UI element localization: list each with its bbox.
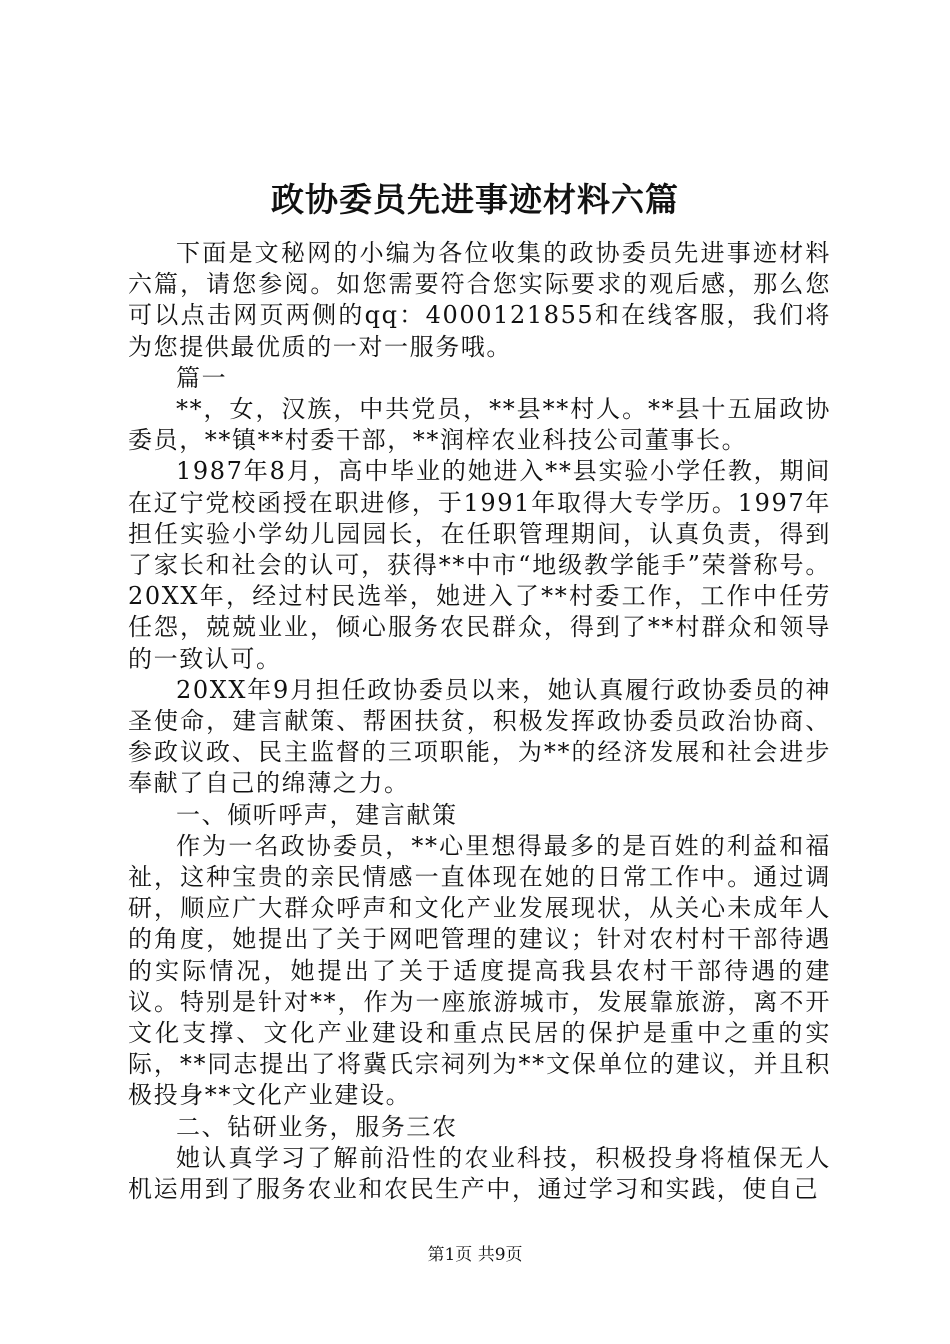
intro-paragraph: 下面是文秘网的小编为各位收集的政协委员先进事迹材料六篇，请您参阅。如您需要符合您实际要求的观后感，那么您可以点击网页两侧的qq：4000121855和在线客服，我们将为您提供最优质的一对一服务哦。	[128, 239, 831, 361]
agriculture-paragraph: 她认真学习了解前沿性的农业科技，积极投身将植保无人机运用到了服务农业和农民生产中，通过学习和实践，使自己	[128, 1143, 831, 1204]
suggestions-paragraph: 作为一名政协委员，**心里想得最多的是百姓的利益和福祉，这种宝贵的亲民情感一直体现在她的日常工作中。通过调研，顺应广大群众呼声和文化产业发展现状，从关心未成年人的角度，她提出了关于网吧管理的建议；针对农村村干部待遇的实际情况，她提出了关于适度提高我县农村干部待遇的建议。特别是针对**，作为一座旅游城市，发展靠旅游，离不开文化支撑、文化产业建设和重点民居的保护是重中之重的实际，**同志提出了将冀氏宗祠列为**文保单位的建议，并且积极投身**文化产业建设。	[128, 831, 831, 1110]
document-title: 政协委员先进事迹材料六篇	[271, 180, 679, 219]
section-heading-suggestions: 一、倾听呼声，建言献策	[176, 800, 458, 829]
page-footer: 第1页 共9页	[427, 1245, 523, 1265]
career-paragraph: 1987年8月，高中毕业的她进入**县实验小学任教，期间在辽宁党校函授在职进修，于1991年取得大专学历。1997年担任实验小学幼儿园园长，在任职管理期间，认真负责，得到了家长和社会的认可，获得**中市“地级教学能手”荣誉称号。20XX年，经过村民选举，她进入了**村委工作，工作中任劳任怨，兢兢业业，倾心服务农民群众，得到了**村群众和领导的一致认可。	[128, 457, 831, 673]
section-heading-agriculture: 二、钻研业务，服务三农	[176, 1112, 458, 1141]
section-heading-part-one: 篇一	[176, 363, 228, 392]
duty-paragraph: 20XX年9月担任政协委员以来，她认真履行政协委员的神圣使命，建言献策、帮困扶贫，积极发挥政协委员政治协商、参政议政、民主监督的三项职能，为**的经济发展和社会进步奉献了自己的绵薄之力。	[128, 675, 831, 798]
document-body	[128, 238, 831, 1205]
profile-paragraph: **，女，汉族，中共党员，**县**村人。**县十五届政协委员，**镇**村委干部，**润梓农业科技公司董事长。	[128, 395, 831, 455]
